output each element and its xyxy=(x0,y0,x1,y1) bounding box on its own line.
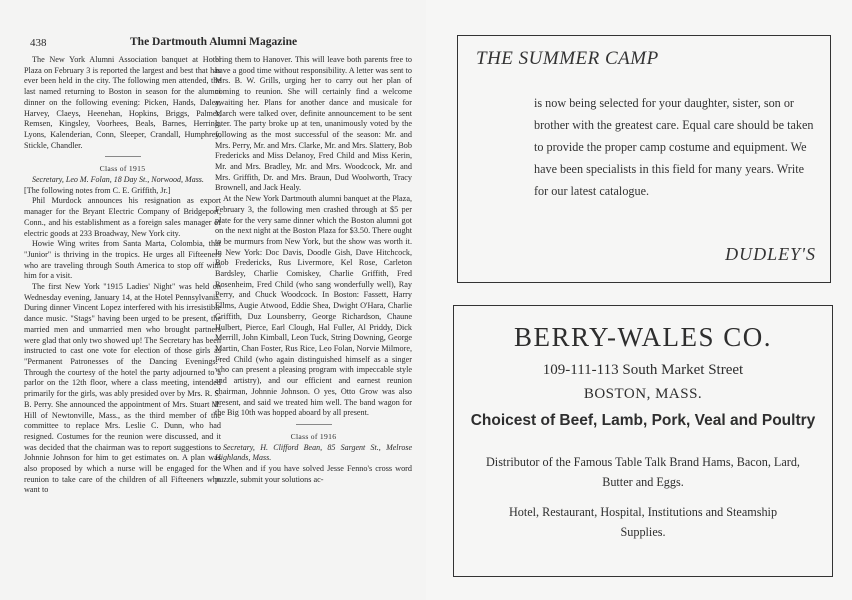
class-1915-secretary: Secretary, Leo M. Folan, 18 Day St., Norwood, Mass. xyxy=(32,175,204,185)
class-divider xyxy=(105,156,141,157)
ladies-night-paragraph: The first New York "1915 Ladies' Night" was held on Wednesday evening, January 14, at the Hotel Pennsylvania. During dinner Vincent Lopez interfered with his irresistible dance music. "Stags" having been urged to be present, the married men and unmarried men who brought partners were glad that only two showed up! The Secretary has been instructed to cast one vote for election of those girls as "Permanent Patronesses of the Dancing Evenings." Through the courtesy of the hotel the party adjourned to a parlor on the 12th floor, where a class meeting, intended primarily for the girls, was ably presided over by Mrs. R. S. B. Perry. She announced the appointment of Mrs. Stuart M. Hill of Newtonville, Mass., as the third member of the committee to replace Mrs. Leslie C. Dunn, who had resigned. Costumes for the reunion were discussed, and it was decided that the chairman was to report suggestions to Johnnie Johnson for him to get estimates on. A plan was also proposed by which a nurse will be engaged for the reunion to take care of the children of all Fifteeners who want to xyxy=(24,282,221,495)
berry-wales-city: BOSTON, MASS. xyxy=(583,386,703,402)
class-1915-heading: Class of 1915 xyxy=(99,164,146,174)
berry-wales-choicest: Choicest of Beef, Lamb, Pork, Veal and Poultry xyxy=(470,412,816,429)
plaza-banquet-paragraph: At the New York Dartmouth alumni banquet at the Plaza, February 3, the following men crashed through at $5 per plate for the very same dinner which the Boston alumni got on the next night at the Boston Plaza for $3.50. There ought to be murmurs from New York, but the show was worth it. In New York: Doc Davis, Doodle Gish, Dave Hitchcock, Bob Fredericks, Rus Livermore, Kel Rose, Carleton Bardsley, Charlie Comiskey, Charlie Griffith, Fred Rosenheim, Fred Child (who sang wonderfully well), Ray Perry, and Chuck Woodcock. In Boston: Fassett, Harry Ellms, Augie Atwood, Eddie Shea, Dwight O'Hara, Charlie Griffith, Duz Lounsberry, George Richardson, Chaune Hulbert, Pierce, Earl Clough, Hal Fuller, Al Priddy, Dick Merrill, John Kimball, Leon Tuck, String Downing, George Martin, Chan Foster, Rus Rice, Leo Folan, Norvie Milmore, Fred Child (who again distinguished himself as a singer who can present a pleasing program with impeccable style and artistry), and our efficient and earnest reunion chairman, Johnnie Johnson. O yes, Otto Grow was also present, and said we treated him well. The band wagon for the Big 10th was hopped aboard by all present. xyxy=(215,194,412,418)
continued-paragraph: bring them to Hanover. This will leave both parents free to have a good time without responsibility. A letter was sent to Mrs. B. W. Grills, urging her to carry out her plan of coming to reunion. She will certainly find a welcome awaiting her. Plans for another dance and musicale for March were talked over, definite announcement to be sent later. The party broke up at ten, unanimously voted by the following as the most successful of the season: Mr. and Mrs. Perry, Mr. and Mrs. Clarke, Mr. and Mrs. Slattery, Bob Fredericks and Miss Delanoy, Fred Child and Miss Kerin, Mr. and Mrs. Bradley, Mr. and Mrs. Woodcock, Mr. and Mrs. Griffith, Dr. and Mrs. Braun, Dud Woolworth, Tracy Brownell, and Jack Healy. xyxy=(215,55,412,193)
wing-paragraph: Howie Wing writes from Santa Marta, Colombia, that "Junior" is thriving in the tropics. He urges all Fifteeners who are traveling through South America to stop off with him for a visit. xyxy=(24,239,221,281)
berry-wales-company: BERRY-WALES CO. xyxy=(513,322,773,352)
berry-wales-ad xyxy=(453,305,833,577)
berry-wales-supplies: Hotel, Restaurant, Hospital, Institutions and Steamship Supplies. xyxy=(508,505,778,539)
magazine-title: The Dartmouth Alumni Magazine xyxy=(130,36,298,48)
class-1916-heading: Class of 1916 xyxy=(290,431,337,441)
berry-wales-distributor: Distributor of the Famous Table Talk Brand Hams, Bacon, Lard, Butter and Eggs. xyxy=(486,455,800,489)
alumni-banquet-paragraph: The New York Alumni Association banquet at Hotel Plaza on February 3 is reported the largest and best that has ever been held in the city. The following men attended, the last named returning to Boston in season for the alumni dinner on the following evening: Picken, Hands, Daley, Harvey, Claeys, Heenehan, Hopkins, Briggs, Palmer, Remsen, Kingsley, Voorhees, Beals, Barnes, Herring, Lyons, Kalenderian, Conn, Sleeper, Crandall, Humphrey, Stickle, Chandler. xyxy=(24,55,221,150)
murdock-paragraph: Phil Murdock announces his resignation as export manager for the Bryant Electric Company of Bridgeport, Conn., and his establishment as a foreign sales manager of electric goods at 233 Broadway, New York city. xyxy=(24,196,221,238)
summer-camp-ad xyxy=(457,35,831,283)
class-divider xyxy=(296,424,332,425)
column-left xyxy=(24,55,221,496)
column-right xyxy=(215,55,412,485)
page-number: 438 xyxy=(30,37,47,49)
berry-wales-address: 109-111-113 South Market Street xyxy=(542,362,744,378)
class-1916-secretary: Secretary, H. Clifford Bean, 85 Sargent St., Melrose Highlands, Mass. xyxy=(215,442,412,463)
dudleys-signature: DUDLEY'S xyxy=(725,244,816,264)
summer-camp-headline: THE SUMMER CAMP xyxy=(476,48,659,69)
summer-camp-body: is now being selected for your daughter, sister, son or brother with the greatest care. Equal care should be taken to provide the proper camp costume and equipment. We have been specialists in this field for many years. Write for our latest catalogue. xyxy=(534,96,814,198)
crossword-paragraph: When and if you have solved Jesse Fenno's cross word puzzle, submit your solutions ac- xyxy=(215,464,412,484)
notes-source-paragraph: [The following notes from C. E. Griffith, Jr.] xyxy=(24,185,171,195)
